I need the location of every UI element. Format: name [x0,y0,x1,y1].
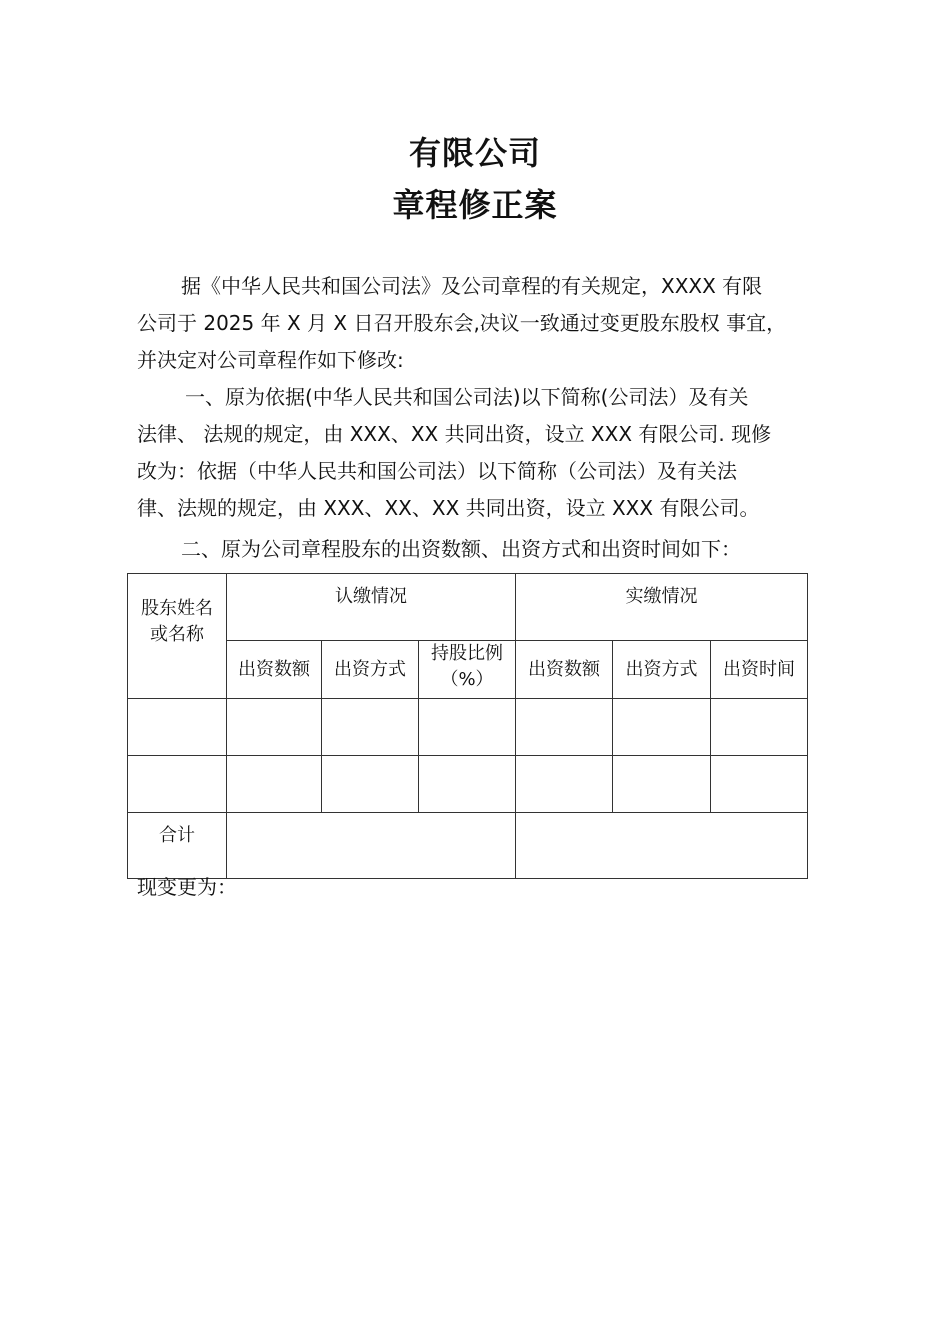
title-company: 有限公司 [408,134,541,172]
table-header-row-2 [128,641,808,699]
paragraph-item-1 [137,379,817,527]
paid-time-header: 出资时间 [711,641,808,699]
table-cell [711,699,808,756]
table-cell [128,756,227,813]
table-cell [227,756,322,813]
paid-method-header: 出资方式 [613,641,711,699]
item1-line-2: 法律、 法规的规定，由 XXX、XX 共同出资，设立 XXX 有限公司. 现修 [137,422,772,446]
table-cell [613,756,711,813]
table-row [128,756,808,813]
ratio-header: 持股比例 （%） [419,641,516,699]
paid-header: 实缴情况 [516,574,808,641]
table-cell [322,756,419,813]
subscribed-header: 认缴情况 [227,574,516,641]
table-cell [128,699,227,756]
table-cell [613,699,711,756]
paragraph-intro [137,268,817,379]
table-cell [516,699,613,756]
table-cell [419,699,516,756]
table-row [128,699,808,756]
changed-to-line: 现变更为： [137,875,237,899]
intro-line-2: 公司于 2025 年 X 月 X 日召开股东会,决议一致通过变更股东股权 事宜， [137,311,787,335]
item1-line-1: 一、原为依据(中华人民共和国公司法)以下简称(公司法）及有关 [185,385,749,409]
item2-line-1: 二、原为公司章程股东的出资数额、出资方式和出资时间如下： [181,537,741,561]
shareholder-header: 股东姓名 或名称 [128,574,227,699]
sub-amount-header: 出资数额 [227,641,322,699]
capital-contribution-table [127,573,808,879]
sub-method-header: 出资方式 [322,641,419,699]
paragraph-item-2 [137,531,817,568]
table-cell [322,699,419,756]
paid-amount-header: 出资数额 [516,641,613,699]
table-cell [419,756,516,813]
title-amendment: 章程修正案 [392,186,558,224]
table-header-row-1 [128,574,808,641]
total-label: 合计 [128,813,227,879]
table-cell [516,756,613,813]
intro-line-3: 并决定对公司章程作如下修改: [137,348,404,372]
paragraph-changed-to [137,869,817,906]
item1-line-3: 改为：依据（中华人民共和国公司法）以下简称（公司法）及有关法 [137,459,737,483]
table-cell [711,756,808,813]
intro-line-1: 据《中华人民共和国公司法》及公司章程的有关规定，XXXX 有限 [181,274,763,298]
item1-line-4: 律、法规的规定，由 XXX、XX、XX 共同出资，设立 XXX 有限公司。 [137,496,760,520]
table-cell [227,699,322,756]
